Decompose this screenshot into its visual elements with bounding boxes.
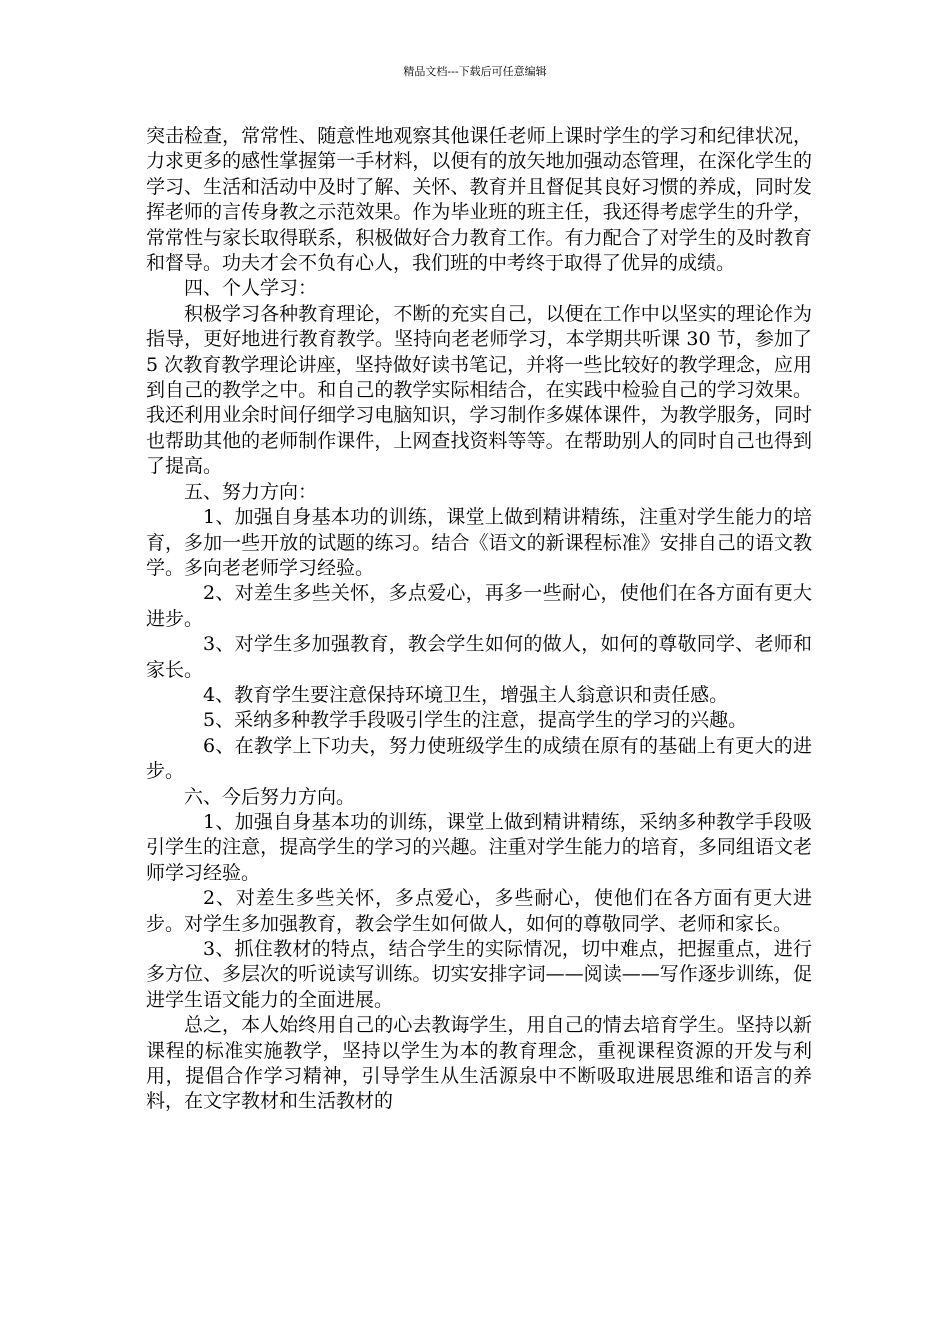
paragraph: 总之，本人始终用自己的心去教诲学生，用自己的情去培育学生。坚持以新课程的标准实施教学，坚持以学生为本的教育理念，重视课程资源的开发与利用，提倡合作学习精神，引导学生从生活源泉中不断吸取进展思维和语言的养料，在文字教材和生活教材的 bbox=[146, 1014, 812, 1113]
list-item: 6、在教学上下功夫，努力使班级学生的成绩在原有的基础上有更大的进步。 bbox=[146, 734, 812, 783]
paragraph: 突击检查，常常性、随意性地观察其他课任老师上课时学生的学习和纪律状况，力求更多的感性掌握第一手材料，以便有的放矢地加强动态管理，在深化学生的学习、生活和活动中及时了解、关怀、教育并且督促其良好习惯的养成，同时发挥老师的言传身教之示范效果。作为毕业班的班主任，我还得考虑学生的升学，常常性与家长取得联系，积极做好合力教育工作。有力配合了对学生的及时教育和督导。功夫才会不负有心人，我们班的中考终于取得了优异的成绩。 bbox=[146, 125, 812, 275]
list-item: 2、对差生多些关怀，多点爱心，再多一些耐心，使他们在各方面有更大进步。 bbox=[146, 582, 812, 630]
list-item: 1、加强自身基本功的训练，课堂上做到精讲精练，注重对学生能力的培育，多加一些开放的试题的练习。结合《语文的新课程标准》安排自己的语文教学。多向老老师学习经验。 bbox=[146, 506, 812, 579]
list-item: 1、加强自身基本功的训练，课堂上做到精讲精练，采纳多种教学手段吸引学生的注意，提高学生的学习的兴趣。注重对学生能力的培育，多同组语文老师学习经验。 bbox=[146, 810, 812, 884]
section-heading: 五、努力方向： bbox=[184, 480, 318, 503]
document-body bbox=[146, 124, 812, 1115]
page-header: 精品文档---下载后可任意编辑 bbox=[403, 65, 547, 78]
list-item: 2、对差生多些关怀，多点爱心，多些耐心，使他们在各方面有更大进步。对学生多加强教育，教会学生如何做人，如何的尊敬同学、老师和家长。 bbox=[146, 887, 812, 935]
list-item: 5、采纳多种教学手段吸引学生的注意，提高学生的学习的兴趣。 bbox=[203, 709, 748, 732]
list-item: 4、教育学生要注意保持环境卫生，增强主人翁意识和责任感。 bbox=[203, 683, 729, 706]
section-heading: 四、个人学习： bbox=[184, 277, 318, 300]
paragraph: 积极学习各种教育理论，不断的充实自己，以便在工作中以坚实的理论作为指导，更好地进行教育教学。坚持向老老师学习，本学期共听课 30 节，参加了 5 次教育教学理论讲座，坚持做好读书笔记，并将一些比较好的教学理念，应用到自己的教学之中。和自己的教学实际相结合，在实践中检验自己的学习效果。我还利用业余时间仔细学习电脑知识，学习制作多媒体课件，为教学服务，同时也帮助其他的老师制作课件，上网查找资料等等。在帮助别人的同时自己也得到了提高。 bbox=[146, 302, 812, 478]
section-heading: 六、今后努力方向。 bbox=[184, 785, 356, 808]
list-item: 3、抓住教材的特点，结合学生的实际情况，切中难点，把握重点，进行多方位、多层次的听说读写训练。切实安排字词——阅读——写作逐步训练，促进学生语文能力的全面进展。 bbox=[146, 938, 812, 1011]
list-item: 3、对学生多加强教育，教会学生如何的做人，如何的尊敬同学、老师和家长。 bbox=[146, 633, 812, 681]
